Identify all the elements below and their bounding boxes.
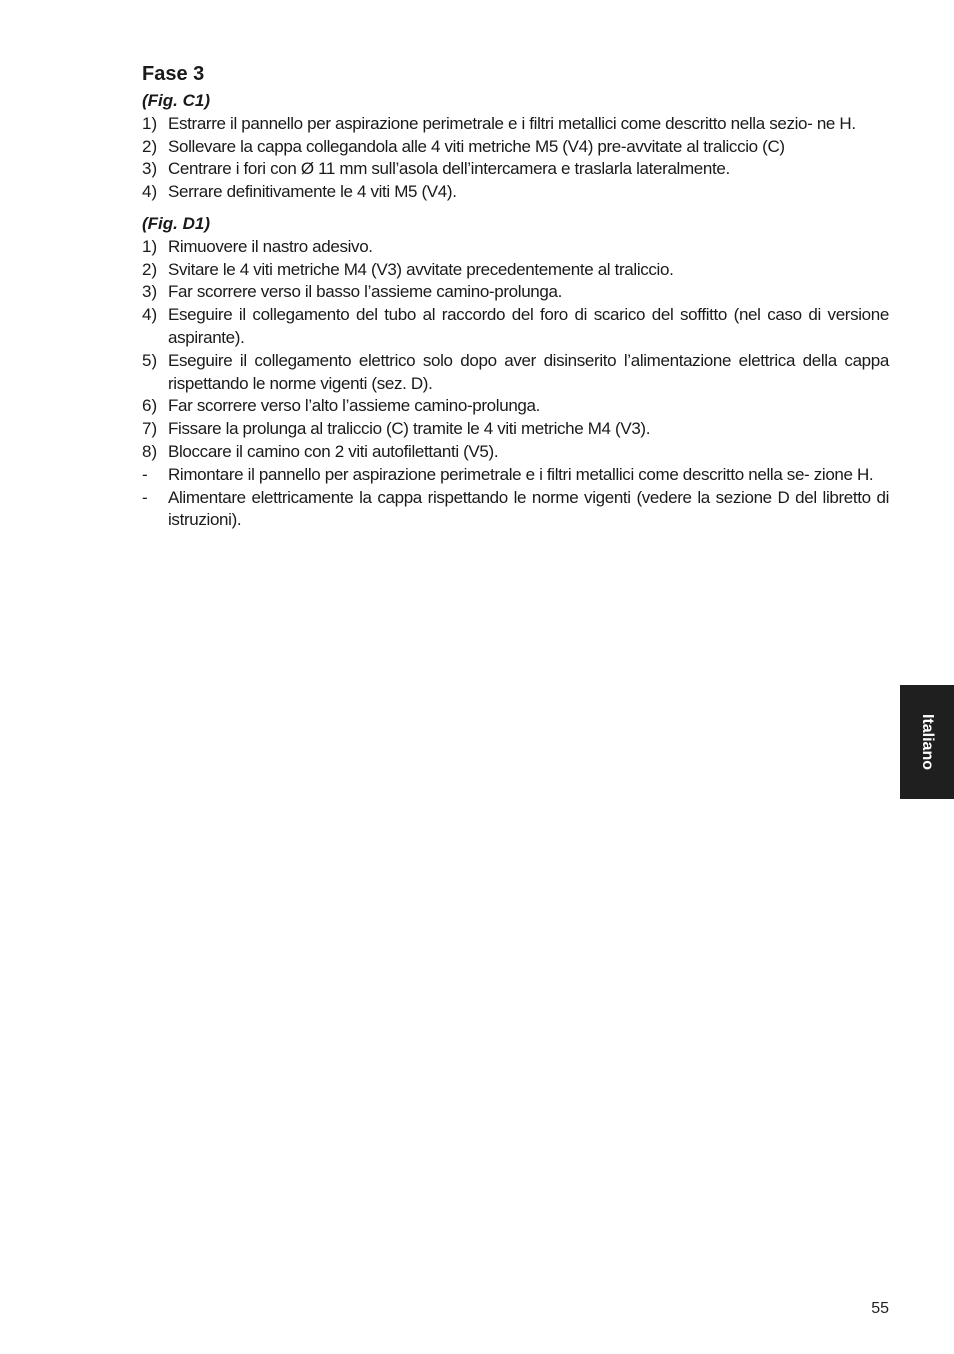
list-item — [142, 464, 889, 487]
list-item-number: 1) — [142, 236, 158, 256]
list-item — [142, 350, 889, 396]
list-item — [142, 236, 889, 259]
list-item-number: 1) — [142, 113, 158, 133]
list-item — [142, 304, 889, 350]
list-item-text: Bloccare il camino con 2 viti autofilettanti (V5). — [168, 441, 499, 461]
list-item — [142, 113, 889, 136]
list-item-text: Estrarre il pannello per aspirazione perimetrale e i filtri metallici come descritto nella sezio- ne H. — [168, 113, 856, 133]
list-item-number: 8) — [142, 441, 158, 461]
figure-reference-c1: (Fig. C1) — [142, 91, 210, 110]
list-item-number: 2) — [142, 259, 158, 279]
list-item — [142, 158, 889, 181]
section-heading: Fase 3 — [142, 63, 205, 85]
list-item — [142, 418, 889, 441]
list-item-text: Far scorrere verso l’alto l’assieme camino-prolunga. — [168, 396, 541, 416]
list-item-number: 3) — [142, 159, 158, 179]
list-item-text: Alimentare elettricamente la cappa rispettando le norme vigenti (vedere la sezione D del libretto di istruzioni). — [168, 487, 889, 530]
list-item-text: Far scorrere verso il basso l’assieme camino-prolunga. — [168, 282, 562, 302]
list-item-text: Svitare le 4 viti metriche M4 (V3) avvitate precedentemente al traliccio. — [168, 259, 674, 279]
list-item-number: 4) — [142, 182, 158, 202]
list-item-number: 2) — [142, 136, 158, 156]
list-item — [142, 487, 889, 533]
instruction-list-d1 — [142, 236, 889, 532]
language-tab-label: Italiano — [919, 713, 936, 771]
figure-reference-d1: (Fig. D1) — [142, 213, 210, 233]
list-item-number: 5) — [142, 350, 158, 370]
page-content — [142, 62, 889, 532]
list-item-number: 4) — [142, 305, 158, 325]
list-item — [142, 281, 889, 304]
list-item-number: 3) — [142, 282, 158, 302]
language-side-tab — [900, 685, 954, 799]
list-item-text: Sollevare la cappa collegandola alle 4 viti metriche M5 (V4) pre-avvitate al traliccio (C) — [168, 136, 785, 156]
list-item-text: Rimontare il pannello per aspirazione perimetrale e i filtri metallici come descritto nella se- zione H. — [168, 464, 874, 484]
list-item — [142, 395, 889, 418]
list-item — [142, 441, 889, 464]
list-item-number: 6) — [142, 396, 158, 416]
list-item — [142, 259, 889, 282]
list-item-text: Eseguire il collegamento elettrico solo dopo aver disinserito l’alimentazione elettrica della cappa rispettando le norme vigenti (sez. D). — [168, 350, 889, 393]
list-item-text: Rimuovere il nastro adesivo. — [168, 236, 373, 256]
list-item-text: Serrare definitivamente le 4 viti M5 (V4). — [168, 182, 457, 202]
list-item-text: Fissare la prolunga al traliccio (C) tramite le 4 viti metriche M4 (V3). — [168, 419, 651, 439]
list-item — [142, 181, 889, 204]
list-item — [142, 136, 889, 159]
list-item-text: Eseguire il collegamento del tubo al raccordo del foro di scarico del soffitto (nel caso di versione aspirante). — [168, 305, 889, 347]
list-item-text: Centrare i fori con Ø 11 mm sull’asola dell’intercamera e traslarla lateralmente. — [168, 159, 730, 179]
page-number: 55 — [871, 1300, 889, 1317]
list-item-bullet: - — [142, 464, 148, 484]
instruction-list-c1 — [142, 113, 889, 204]
list-item-bullet: - — [142, 487, 148, 507]
list-item-number: 7) — [142, 419, 158, 439]
